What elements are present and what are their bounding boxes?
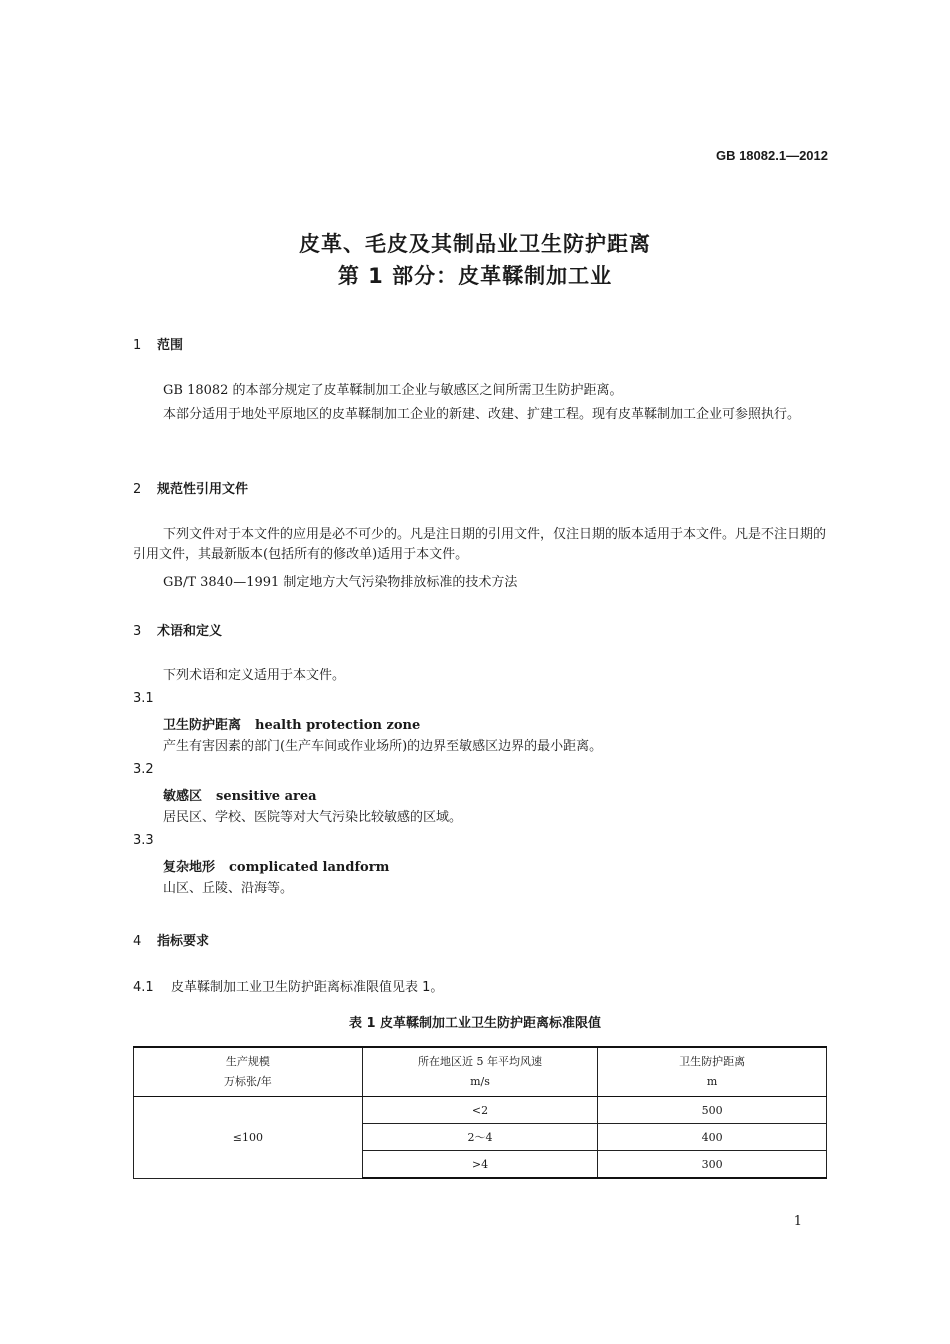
clause-number: 4.1 [133, 980, 154, 995]
section-number: 3 [133, 624, 142, 639]
standard-code: GB 18082.1—2012 [715, 148, 828, 163]
header-cell: 卫生防护距离 m [598, 1047, 827, 1097]
wind-cell: 2～4 [362, 1124, 598, 1151]
scale-cell: ≤100 [134, 1097, 363, 1179]
section-number: 2 [133, 482, 142, 497]
paragraph: 本部分适用于地处平原地区的皮革鞣制加工企业的新建、改建、扩建工程。现有皮革鞣制加工企业可参照执行。 [163, 407, 801, 422]
page-number: 1 [793, 1214, 802, 1229]
term-definition: 山区、丘陵、沿海等。 [163, 881, 294, 896]
document-subtitle: 第 1 部分：皮革鞣制加工业 [337, 264, 613, 288]
term-en: health protection zone [255, 718, 421, 733]
section-title: 指标要求 [157, 934, 210, 949]
section-title: 范围 [157, 338, 184, 353]
document-title: 皮革、毛皮及其制品业卫生防护距离 [299, 232, 651, 256]
reference-item: GB/T 3840—1991 制定地方大气污染物排放标准的技术方法 [163, 575, 518, 590]
term-zh: 敏感区 [163, 789, 203, 804]
distance-cell: 400 [598, 1124, 827, 1151]
term-label [163, 856, 389, 875]
term-en: sensitive area [216, 789, 317, 804]
section-4-heading [133, 930, 209, 949]
wind-cell: >4 [362, 1151, 598, 1179]
term-number: 3.2 [133, 762, 154, 777]
distance-cell: 500 [598, 1097, 827, 1124]
term-number: 3.1 [133, 691, 154, 706]
section-title: 术语和定义 [157, 624, 223, 639]
paragraph: 下列术语和定义适用于本文件。 [163, 668, 346, 683]
wind-cell: <2 [362, 1097, 598, 1124]
term-number: 3.3 [133, 833, 154, 848]
clause-4-1 [133, 976, 443, 995]
section-2-heading [133, 478, 248, 497]
clause-text: 皮革鞣制加工业卫生防护距离标准限值见表 1。 [171, 980, 444, 995]
term-label [163, 785, 317, 804]
limits-table [133, 1046, 827, 1179]
paragraph: GB 18082 的本部分规定了皮革鞣制加工企业与敏感区之间所需卫生防护距离。 [163, 383, 623, 398]
header-cell: 生产规模 万标张/年 [134, 1047, 363, 1097]
section-number: 1 [133, 338, 142, 353]
table-caption: 表 1 皮革鞣制加工业卫生防护距离标准限值 [348, 1016, 602, 1031]
term-zh: 复杂地形 [163, 860, 216, 875]
section-number: 4 [133, 934, 142, 949]
distance-cell: 300 [598, 1151, 827, 1179]
term-label [163, 714, 420, 733]
term-definition: 居民区、学校、医院等对大气污染比较敏感的区域。 [163, 810, 463, 825]
term-definition: 产生有害因素的部门(生产车间或作业场所)的边界至敏感区边界的最小距离。 [163, 739, 603, 754]
term-zh: 卫生防护距离 [163, 718, 242, 733]
term-en: complicated landform [229, 860, 390, 875]
table-header-row [134, 1047, 827, 1097]
section-1-heading [133, 334, 183, 353]
header-cell: 所在地区近 5 年平均风速 m/s [362, 1047, 598, 1097]
section-3-heading [133, 620, 222, 639]
table-row [134, 1097, 827, 1124]
section-title: 规范性引用文件 [157, 482, 249, 497]
paragraph: 下列文件对于本文件的应用是必不可少的。凡是注日期的引用文件，仅注日期的版本适用于本文件。凡是不注日期的引用文件，其最新版本(包括所有的修改单)适用于本文件。 [133, 527, 827, 562]
